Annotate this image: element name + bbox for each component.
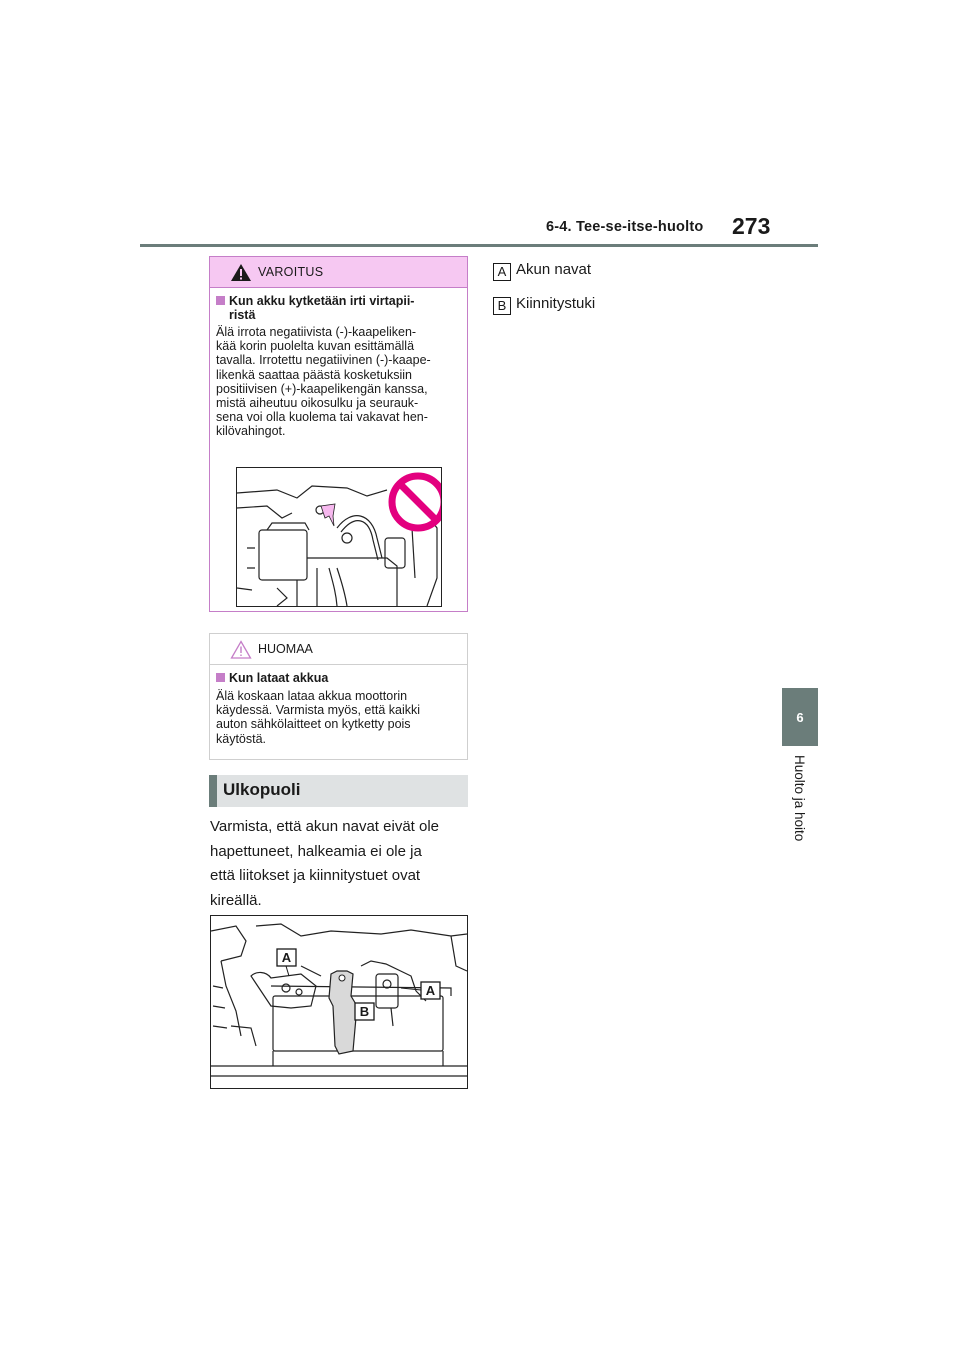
warning-box [209,256,468,612]
legend-key-a: A [493,263,511,281]
warning-body: Älä irrota negatiivista (-)-kaapeliken- kää korin puolelta kuvan esittämällä tavalla. Irrotettu negatiivinen (-)-kaape- likenkä saattaa päästä kosketuksiin positiivisen (+)-kaapelikengän kanssa, mistä aiheutuu oikosulku ja seurauk- sena voi olla kuolema tai vakavat hen- kilövahingot. [216,325,431,439]
caution-icon [230,640,252,659]
body-paragraph: Varmista, että akun navat eivät ole hapettuneet, halkeamia ei ole ja että liitokset ja kiinnitystuet ovat kireällä. [210,818,440,909]
battery-disconnect-drawing [237,468,441,606]
legend-item-a [493,261,591,281]
caution-title: HUOMAA [258,642,313,656]
caution-body: Älä koskaan lataa akkua moottorin käydessä. Varmista myös, että kaikki auton sähkölaitteet on kytketty pois käytöstä. [216,689,421,746]
caution-subheading: Kun lataat akkua [216,671,328,685]
caution-header [210,634,467,665]
section-heading-text: Ulkopuoli [223,780,301,799]
battery-illustration [210,915,468,1089]
header-divider [140,244,818,247]
warning-title: VAROITUS [258,265,324,279]
section-title: 6-4. Tee-se-itse-huolto [546,219,704,235]
section-heading-bar [209,775,217,807]
legend-text-b: Kiinnitystuki [516,295,596,312]
chapter-label [780,755,820,865]
warning-icon [230,263,252,282]
legend-text-a: Akun navat [516,261,592,278]
legend-key-b: B [493,297,511,315]
caution-box [209,633,468,760]
battery-drawing [211,916,467,1088]
section-heading [209,775,468,807]
figure-label-a-right: A [425,983,436,998]
bullet-square-icon [216,673,225,682]
warning-illustration [236,467,442,607]
legend-item-b [493,295,595,315]
chapter-label-text: Huolto ja hoito [792,755,807,842]
bullet-square-icon [216,296,225,305]
figure-label-b: B [359,1004,370,1019]
warning-header [210,257,467,288]
chapter-tab[interactable]: 6 [782,688,818,746]
figure-label-a: A [281,950,292,965]
page-number: 273 [732,213,771,239]
warning-subheading: Kun akku kytketään irti virtapii- ristä [216,294,414,322]
